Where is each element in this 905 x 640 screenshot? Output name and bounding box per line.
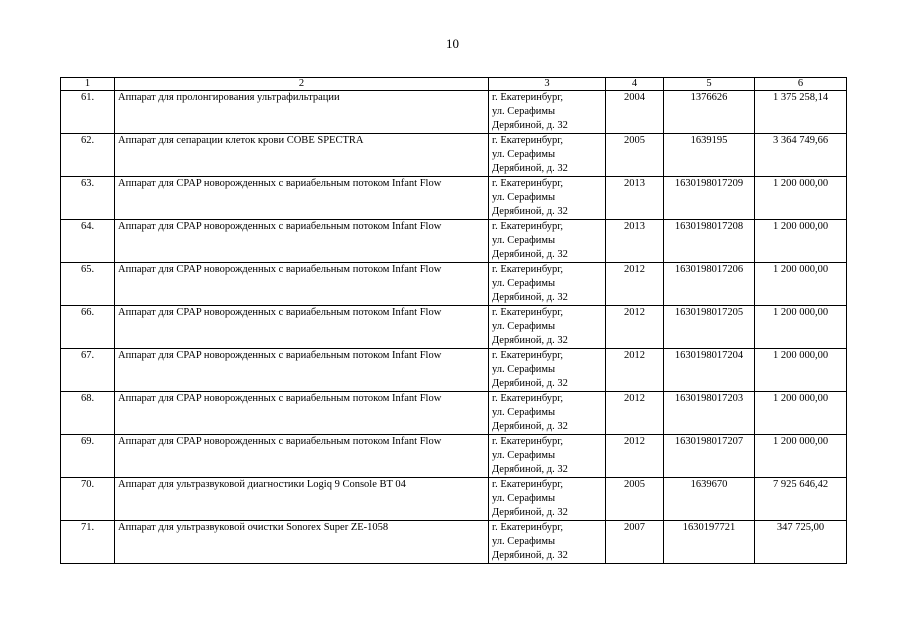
location-address [489, 177, 606, 220]
inventory-number: 1630198017205 [664, 306, 755, 349]
commissioning-year: 2004 [606, 91, 664, 134]
equipment-name: Аппарат для CPAP новорожденных с вариабельным потоком Infant Flow [115, 177, 489, 220]
book-value: 7 925 646,42 [755, 478, 847, 521]
address-line: Дерябиной, д. 32 [492, 464, 568, 475]
table-row [61, 435, 847, 478]
commissioning-year: 2013 [606, 220, 664, 263]
header-cell-1: 1 [61, 78, 115, 91]
address-line: Дерябиной, д. 32 [492, 378, 568, 389]
address-line: г. Екатеринбург, [492, 135, 564, 146]
address-line: ул. Серафимы [492, 278, 556, 289]
address-line: ул. Серафимы [492, 407, 556, 418]
location-address [489, 435, 606, 478]
equipment-name: Аппарат для CPAP новорожденных с вариабельным потоком Infant Flow [115, 263, 489, 306]
inventory-number: 1639195 [664, 134, 755, 177]
address-line: Дерябиной, д. 32 [492, 335, 568, 346]
inventory-number: 1630198017206 [664, 263, 755, 306]
row-number: 68. [61, 392, 115, 435]
book-value: 3 364 749,66 [755, 134, 847, 177]
address-line: Дерябиной, д. 32 [492, 249, 568, 260]
book-value: 1 200 000,00 [755, 306, 847, 349]
header-cell-3: 3 [489, 78, 606, 91]
commissioning-year: 2012 [606, 306, 664, 349]
inventory-number: 1630198017209 [664, 177, 755, 220]
table-body [61, 91, 847, 564]
address-line: г. Екатеринбург, [492, 479, 564, 490]
row-number: 67. [61, 349, 115, 392]
inventory-number: 1376626 [664, 91, 755, 134]
commissioning-year: 2012 [606, 349, 664, 392]
commissioning-year: 2005 [606, 134, 664, 177]
book-value: 1 200 000,00 [755, 220, 847, 263]
book-value: 1 200 000,00 [755, 349, 847, 392]
address-line: г. Екатеринбург, [492, 178, 564, 189]
row-number: 66. [61, 306, 115, 349]
table-header [61, 78, 847, 91]
row-number: 63. [61, 177, 115, 220]
address-line: Дерябиной, д. 32 [492, 507, 568, 518]
address-line: г. Екатеринбург, [492, 221, 564, 232]
header-cell-4: 4 [606, 78, 664, 91]
address-line: ул. Серафимы [492, 536, 556, 547]
table-row [61, 521, 847, 564]
table-row [61, 349, 847, 392]
table-row [61, 177, 847, 220]
inventory-number: 1630198017207 [664, 435, 755, 478]
address-line: г. Екатеринбург, [492, 307, 564, 318]
location-address [489, 220, 606, 263]
location-address [489, 521, 606, 564]
book-value: 1 200 000,00 [755, 392, 847, 435]
address-line: ул. Серафимы [492, 364, 556, 375]
book-value: 1 200 000,00 [755, 263, 847, 306]
table-row [61, 392, 847, 435]
address-line: ул. Серафимы [492, 192, 556, 203]
table-row [61, 306, 847, 349]
address-line: г. Екатеринбург, [492, 350, 564, 361]
table-row [61, 478, 847, 521]
table-row [61, 220, 847, 263]
commissioning-year: 2013 [606, 177, 664, 220]
equipment-name: Аппарат для пролонгирования ультрафильтрации [115, 91, 489, 134]
location-address [489, 263, 606, 306]
address-line: г. Екатеринбург, [492, 436, 564, 447]
header-cell-5: 5 [664, 78, 755, 91]
table-row [61, 134, 847, 177]
book-value: 347 725,00 [755, 521, 847, 564]
table-row [61, 263, 847, 306]
address-line: г. Екатеринбург, [492, 393, 564, 404]
inventory-number: 1630197721 [664, 521, 755, 564]
header-cell-2: 2 [115, 78, 489, 91]
equipment-name: Аппарат для CPAP новорожденных с вариабельным потоком Infant Flow [115, 392, 489, 435]
location-address [489, 306, 606, 349]
location-address [489, 478, 606, 521]
inventory-number: 1630198017204 [664, 349, 755, 392]
address-line: ул. Серафимы [492, 106, 556, 117]
equipment-name: Аппарат для сепарации клеток крови COBE SPECTRA [115, 134, 489, 177]
header-cell-6: 6 [755, 78, 847, 91]
equipment-name: Аппарат для ультразвуковой диагностики Logiq 9 Console BT 04 [115, 478, 489, 521]
address-line: г. Екатеринбург, [492, 92, 564, 103]
row-number: 64. [61, 220, 115, 263]
commissioning-year: 2012 [606, 435, 664, 478]
row-number: 71. [61, 521, 115, 564]
equipment-name: Аппарат для ультразвуковой очистки Sonorex Super ZE-1058 [115, 521, 489, 564]
commissioning-year: 2012 [606, 392, 664, 435]
row-number: 61. [61, 91, 115, 134]
row-number: 62. [61, 134, 115, 177]
property-table [60, 77, 847, 564]
row-number: 69. [61, 435, 115, 478]
header-row [61, 78, 847, 91]
address-line: г. Екатеринбург, [492, 264, 564, 275]
table-row [61, 91, 847, 134]
page-number: 10 [446, 36, 459, 51]
address-line: ул. Серафимы [492, 493, 556, 504]
commissioning-year: 2005 [606, 478, 664, 521]
book-value: 1 375 258,14 [755, 91, 847, 134]
address-line: ул. Серафимы [492, 149, 556, 160]
address-line: Дерябиной, д. 32 [492, 292, 568, 303]
address-line: ул. Серафимы [492, 235, 556, 246]
commissioning-year: 2007 [606, 521, 664, 564]
location-address [489, 349, 606, 392]
inventory-number: 1639670 [664, 478, 755, 521]
book-value: 1 200 000,00 [755, 435, 847, 478]
address-line: ул. Серафимы [492, 321, 556, 332]
inventory-number: 1630198017203 [664, 392, 755, 435]
location-address [489, 134, 606, 177]
location-address [489, 392, 606, 435]
commissioning-year: 2012 [606, 263, 664, 306]
row-number: 65. [61, 263, 115, 306]
address-line: Дерябиной, д. 32 [492, 120, 568, 131]
address-line: ул. Серафимы [492, 450, 556, 461]
address-line: Дерябиной, д. 32 [492, 163, 568, 174]
equipment-name: Аппарат для CPAP новорожденных с вариабельным потоком Infant Flow [115, 306, 489, 349]
location-address [489, 91, 606, 134]
address-line: Дерябиной, д. 32 [492, 206, 568, 217]
book-value: 1 200 000,00 [755, 177, 847, 220]
row-number: 70. [61, 478, 115, 521]
address-line: Дерябиной, д. 32 [492, 550, 568, 561]
equipment-name: Аппарат для CPAP новорожденных с вариабельным потоком Infant Flow [115, 349, 489, 392]
inventory-number: 1630198017208 [664, 220, 755, 263]
address-line: г. Екатеринбург, [492, 522, 564, 533]
equipment-name: Аппарат для CPAP новорожденных с вариабельным потоком Infant Flow [115, 435, 489, 478]
address-line: Дерябиной, д. 32 [492, 421, 568, 432]
equipment-name: Аппарат для CPAP новорожденных с вариабельным потоком Infant Flow [115, 220, 489, 263]
